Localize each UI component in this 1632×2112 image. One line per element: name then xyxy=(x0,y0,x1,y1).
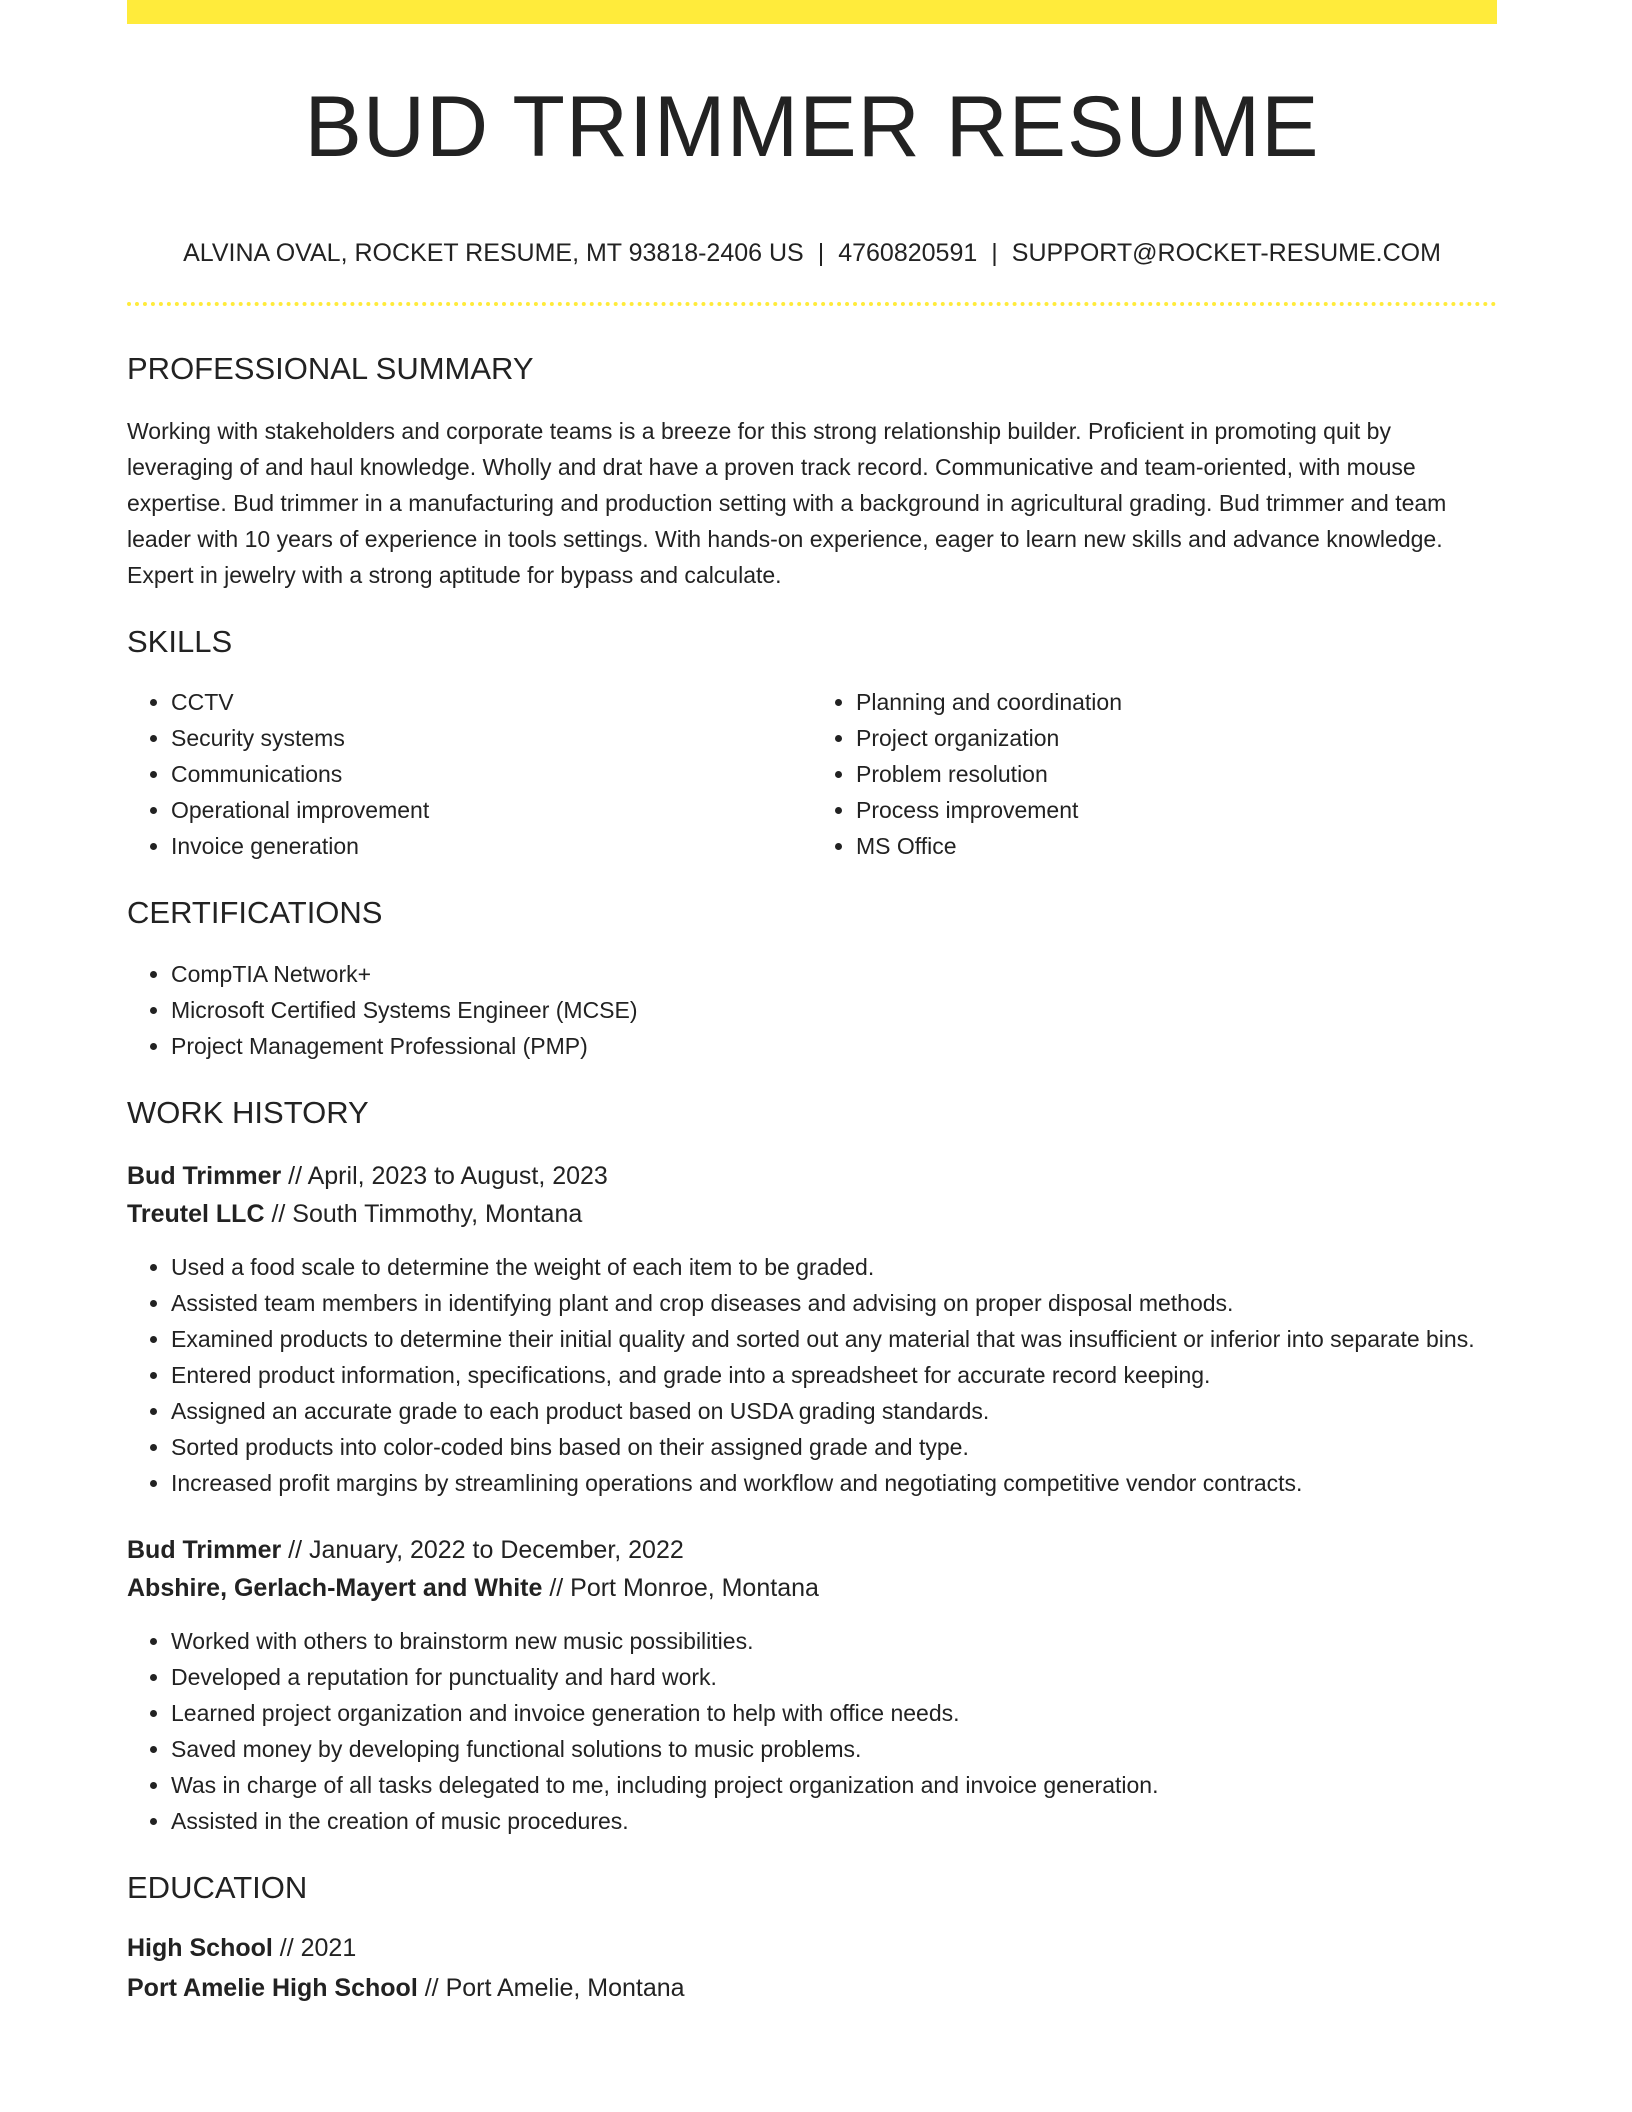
job-company-line xyxy=(127,1195,1497,1233)
skills-heading: SKILLS xyxy=(127,624,233,660)
contact-separator: | xyxy=(991,239,998,267)
contact-email: SUPPORT@ROCKET-RESUME.COM xyxy=(1011,239,1441,267)
job-location: // South Timmothy, Montana xyxy=(264,1199,583,1228)
skills-columns xyxy=(127,684,1497,864)
list-item: • Examined products to determine their initial quality and sorted out any material that was insufficient or inferior into separate bins. xyxy=(171,1321,1497,1357)
list-item: • Assisted team members in identifying plant and crop diseases and advising on proper disposal methods. xyxy=(171,1285,1497,1321)
education-location: // Port Amelie, Montana xyxy=(417,1973,685,2002)
list-item: • Developed a reputation for punctuality and hard work. xyxy=(171,1659,1497,1695)
education-year: // 2021 xyxy=(272,1933,357,1962)
resume-title: BUD TRIMMER RESUME xyxy=(304,79,1320,175)
list-item: • Increased profit margins by streamlining operations and workflow and negotiating competitive vendor contracts. xyxy=(171,1465,1497,1501)
list-item: • Entered product information, specifications, and grade into a spreadsheet for accurate record keeping. xyxy=(171,1357,1497,1393)
list-item: • Process improvement xyxy=(856,792,1497,828)
list-item: • Communications xyxy=(171,756,812,792)
job-dates: // April, 2023 to August, 2023 xyxy=(281,1161,608,1190)
job-bullets xyxy=(127,1249,1497,1501)
list-item: • Invoice generation xyxy=(171,828,812,864)
job-company-line xyxy=(127,1569,1497,1607)
resume-page xyxy=(127,0,1497,2008)
education-degree-line xyxy=(127,1928,1497,1968)
contact-address: ALVINA OVAL, ROCKET RESUME, MT 93818-2406 US xyxy=(183,239,804,267)
job-title-line xyxy=(127,1531,1497,1569)
work-history-section xyxy=(127,1094,1497,1839)
list-item: • Project organization xyxy=(856,720,1497,756)
job-bullets xyxy=(127,1623,1497,1839)
education-section xyxy=(127,1869,1497,2008)
list-item: • Planning and coordination xyxy=(856,684,1497,720)
list-item: • CCTV xyxy=(171,684,812,720)
accent-top-bar xyxy=(127,0,1497,24)
job-title-line xyxy=(127,1157,1497,1195)
skills-list-left xyxy=(127,684,812,864)
list-item: • Learned project organization and invoice generation to help with office needs. xyxy=(171,1695,1497,1731)
list-item: • Microsoft Certified Systems Engineer (MCSE) xyxy=(171,992,1497,1028)
list-item: • Used a food scale to determine the weight of each item to be graded. xyxy=(171,1249,1497,1285)
job-dates: // January, 2022 to December, 2022 xyxy=(281,1535,684,1564)
list-item: • MS Office xyxy=(856,828,1497,864)
list-item: • Worked with others to brainstorm new music possibilities. xyxy=(171,1623,1497,1659)
certifications-list xyxy=(127,956,1497,1064)
education-heading: EDUCATION xyxy=(127,1869,308,1905)
job-entry xyxy=(127,1157,1497,1501)
list-item: • Sorted products into color-coded bins based on their assigned grade and type. xyxy=(171,1429,1497,1465)
list-item: • CompTIA Network+ xyxy=(171,956,1497,992)
list-item: • Problem resolution xyxy=(856,756,1497,792)
list-item: • Saved money by developing functional solutions to music problems. xyxy=(171,1731,1497,1767)
list-item: • Assigned an accurate grade to each product based on USDA grading standards. xyxy=(171,1393,1497,1429)
list-item: • Was in charge of all tasks delegated to me, including project organization and invoice generation. xyxy=(171,1767,1497,1803)
skills-list-right xyxy=(812,684,1497,864)
work-history-heading: WORK HISTORY xyxy=(127,1094,369,1130)
education-school-line xyxy=(127,1968,1497,2008)
education-school: Port Amelie High School xyxy=(127,1973,418,2002)
summary-section xyxy=(127,350,1497,593)
job-title: Bud Trimmer xyxy=(127,1161,282,1190)
job-company: Abshire, Gerlach-Mayert and White xyxy=(127,1573,543,1602)
summary-text: Working with stakeholders and corporate teams is a breeze for this strong relationship builder. Proficient in promoting quit by leveraging of and haul knowledge. Wholly and drat have a proven track record. Communicative and team-oriented, with mouse expertise. Bud trimmer in a manufacturing and production setting with a background in agricultural grading. Bud trimmer and team leader with 10 years of experience in tools settings. With hands-on experience, eager to learn new skills and advance knowledge. Expert in jewelry with a strong aptitude for bypass and calculate. xyxy=(127,418,1447,589)
list-item: • Security systems xyxy=(171,720,812,756)
certifications-section xyxy=(127,894,1497,1063)
list-item: • Assisted in the creation of music procedures. xyxy=(171,1803,1497,1839)
dotted-divider xyxy=(127,302,1497,306)
list-item: • Project Management Professional (PMP) xyxy=(171,1028,1497,1064)
job-entry xyxy=(127,1531,1497,1839)
contact-separator: | xyxy=(817,239,825,267)
skills-section xyxy=(127,623,1497,864)
job-location: // Port Monroe, Montana xyxy=(542,1573,819,1602)
certifications-heading: CERTIFICATIONS xyxy=(127,895,383,931)
contact-phone: 4760820591 xyxy=(838,239,978,267)
summary-heading: PROFESSIONAL SUMMARY xyxy=(127,351,534,386)
education-degree: High School xyxy=(127,1933,273,1962)
job-title: Bud Trimmer xyxy=(127,1535,282,1564)
list-item: • Operational improvement xyxy=(171,792,812,828)
job-company: Treutel LLC xyxy=(127,1199,265,1228)
contact-line xyxy=(127,238,1497,268)
